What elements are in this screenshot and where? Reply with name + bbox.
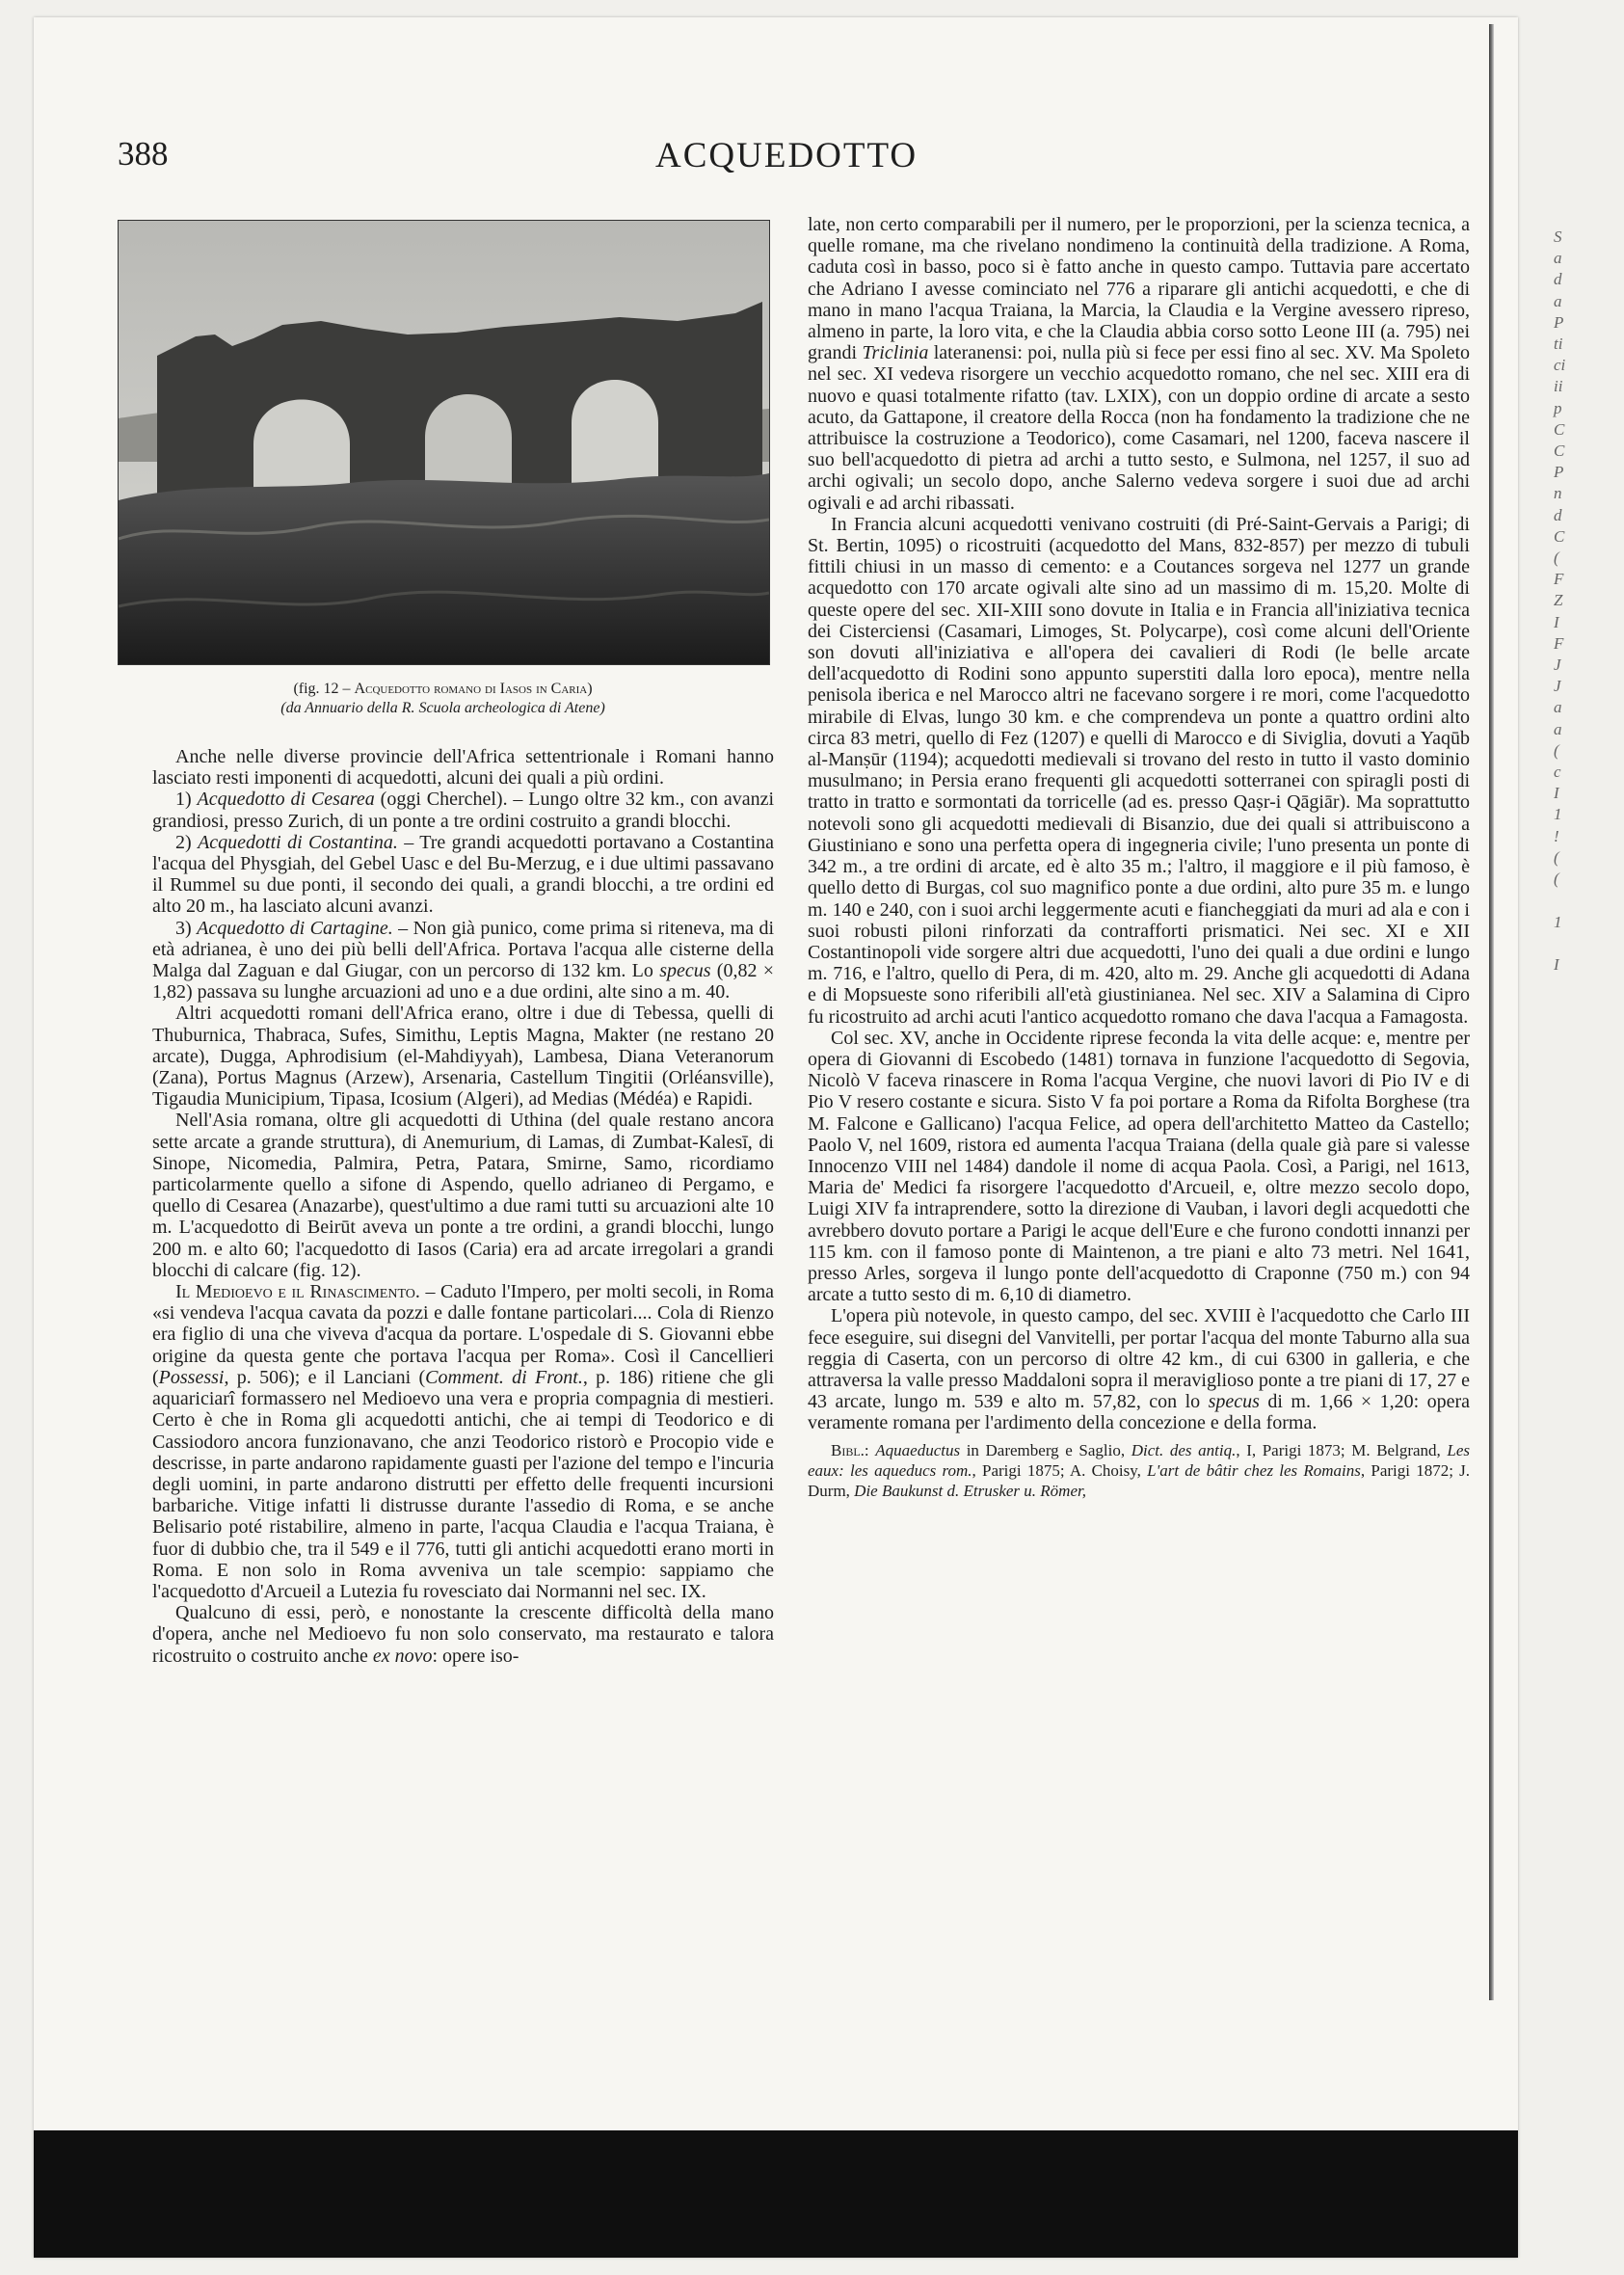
text: , p. 186) ritiene che gli aquariciarî formassero nel Medioevo una vera e propria compagnia di mestieri. Certo è che in Roma gli acquedotti antichi, che ai tempi di Teodorico e di Cassiodoro ancora funzionavano, che anzi Teodorico ristorò e Procopio vide e descrisse, in parte andarono rapidamente guasti per l'azione del tempo e l'incuria degli uomini, in parte andarono distrutti per effetto delle frequenti incursioni barbariche. Vitige infatti li distrusse durante l'assedio di Roma, e se anche Belisario poté ristabilire, almeno in parte, l'acqua Claudia e l'acqua Traiana, è fuor di dubbio che, tra il 549 e il 776, tutti gli antichi acquedotti erano morti in Roma. E non solo in Roma avveniva un tale scempio: sappiamo che l'acquedotto d'Arcueil a Lutezia fu rovesciato dai Normanni nel sec. IX. — [152, 1366, 774, 1602]
item-title: Acquedotto di Cartagine. — [197, 917, 393, 939]
bibliography-label: Bibl.: — [831, 1440, 869, 1459]
edge-glyph: p — [1554, 398, 1562, 417]
paragraph: Nell'Asia romana, oltre gli acquedotti di Uthina (del quale restano ancora sette arcate a grande struttura), di Anemurium, di Lamas, di Zumbat-Kalesī, di Sinope, Nicomedia, Palmira, Petra, Patara, Smirne, Samo, ricordiamo particolarmente quello a sifone di Aspendo, quello adrianeo di Pergamo, e quello di Cesarea (Anazarbe), quest'ultimo a due rami tutti su arcuazioni alte 10 m. L'acquedotto di Beirūt aveva un ponte a tre ordini, a grandi blocchi, lungo 200 m. e alto 60; l'acquedotto di Iasos (Caria) era ad arcate irregolari a grandi blocchi di calcare (fig. 12). — [152, 1110, 774, 1281]
edge-glyph: C — [1554, 442, 1565, 461]
item-title: Acquedotti di Costantina. — [198, 831, 398, 853]
italic-term: specus — [659, 960, 711, 982]
item-number: 2) — [175, 831, 192, 853]
edge-glyph: d — [1554, 505, 1562, 524]
edge-glyph: n — [1554, 484, 1562, 503]
text: , p. 506); e il Lanciani ( — [224, 1366, 426, 1388]
edge-glyph: ! — [1554, 826, 1559, 845]
item-title: Acquedotto di Cesarea — [197, 789, 375, 811]
edge-glyph: a — [1554, 698, 1562, 717]
adjacent-page-edge-text — [1554, 227, 1583, 976]
paragraph: Anche nelle diverse provincie dell'Africa settentrionale i Romani hanno lasciato resti imponenti di acquedotti, alcuni dei quali a più ordini. — [152, 746, 774, 790]
text: L'opera più notevole, in questo campo, del sec. XVIII è l'acquedotto che Carlo III fece eseguire, sui disegni del Vanvitelli, per portar l'acqua del monte Taburno alla sua reggia di Caserta, con un percorso di oltre 42 km., di cui 6300 in galleria, e che attraversa la valle presso Maddaloni sopra il meraviglioso ponte a tre piani di 17, 27 e 43 arcate, lungo m. 539 e alto m. 57,82, con lo — [808, 1305, 1470, 1413]
edge-glyph — [1554, 890, 1583, 911]
bib-title: Die Baukunst d. Etrusker u. Römer, — [854, 1481, 1086, 1500]
figure-photo — [118, 220, 770, 665]
edge-glyph: ( — [1554, 549, 1559, 568]
bib-text: , I, Parigi 1873; M. Belgrand, — [1236, 1440, 1441, 1459]
italic-term: ex novo — [372, 1645, 433, 1667]
paragraph: Altri acquedotti romani dell'Africa erano, oltre i due di Tebessa, quelli di Thuburnica, Thabraca, Sufes, Simithu, Leptis Magna, Makter (ne restano 20 arcate), Dugga, Aphrodisium (el-Mahdiyyah), Lambesa, Diana Veteranorum (Zana), Portus Magnus (Arzew), Arsenaria, Castellum Tingitii (Orléansville), Tigaudia Municipium, Tipasa, Icosium (Algeri), ad Medias (Médéa) e Rapidi. — [152, 1003, 774, 1111]
item-text: – Tre grandi acquedotti portavano a Costantina l'acqua del Physgiah, del Gebel Uasc e del Bu-Merzug, e i due ultimi passavano il Rummel su due ponti, il secondo dei quali, a grandi blocchi, a tre ordini ed alto 20 m., ha lasciato alcuni avanzi. — [152, 831, 775, 918]
figure-caption: (fig. 12 – Acquedotto romano di Iasos in Caria) (da Annuario della R. Scuola archeologica di Atene) — [280, 681, 605, 716]
bibliography — [808, 1440, 1470, 1501]
paragraph: In Francia alcuni acquedotti venivano costruiti (di Pré-Saint-Gervais a Parigi; di St. Bertin, 1095) o ricostruiti (acquedotto del Mans, 832-857) per mezzo di tubuli fittili chiusi in un masso di cemento: e a Coutances sorgeva nel 1277 un grande acquedotto con 170 arcate ogivali alte sino ad un massimo di m. 15,20. Molte di queste opere del sec. XII-XIII sono dovute in Italia e in Francia all'iniziativa tecnica dei Cisterciensi (Casamari, Limoges, St. Polycarpe), così come alcuni dell'Oriente son dovuti all'iniziativa e all'opera dei cavalieri di Rodi (le belle arcate dell'acquedotto di Rodini sono appunto superstiti dalla loro epoca), mentre nella penisola iberica e nel Marocco altri ne facevano sorgere i re mori, come l'acquedotto mirabile di Elvas, lungo 30 km. e che comprendeva un ponte a quattro ordini alto circa 83 metri, quello di Fez (1207) e quelli di Marocco e di Siviglia, dovuti a Yaqūb al-Manṣūr (1194); acquedotti medievali si trovano del resto in tutto il vasto dominio musulmano; in Persia erano frequenti gli acquedotti sotterranei con spiragli posti di tratto in tratto e sormontati da torricelle (ad es. presso Qaṣr-i Qāgiār). Ma soprattutto notevoli sono gli acquedotti medievali di Bisanzio, due dei quali si attribuiscono a Giustiniano e sono una perfetta opera di ingegneria civile; l'uno presenta un ponte di 342 m., a tre ordini di arcate, ed è alto 35 m.; l'altro, il maggiore e il più famoso, è quello detto di Burgas, col suo magnifico ponte a due ordini, alto pure 35 m. e lungo m. 140 e 240, con i suoi archi leggermente acuti e fiancheggiati da muri ad ala e con i suoi robusti piloni rinforzati da contrafforti prismatici. Nei sec. XI e XII Costantinopoli vide sorgere altri due acquedotti, l'uno dei quali a due ordini e lungo m. 716, e l'altro, quello di Pera, di m. 420, alto m. 29. Anche gli acquedotti di Adana e di Mopsueste sono riferibili all'età giustinianea. Nel sec. XIV a Salamina di Cipro fu ricostruito ad archi acuti l'antico acquedotto romano che dava l'acqua a Famagosta. — [808, 513, 1470, 1028]
italic-term: Possessi — [158, 1366, 225, 1388]
edge-glyph: J — [1554, 677, 1561, 696]
edge-glyph: J — [1554, 656, 1561, 675]
edge-glyph: I — [1554, 612, 1559, 631]
text: : opere iso- — [432, 1645, 519, 1667]
edge-glyph: a — [1554, 249, 1562, 268]
bib-text: in Daremberg e Saglio, — [966, 1440, 1126, 1459]
edge-glyph: 1 — [1554, 912, 1562, 931]
paragraph — [152, 918, 774, 1004]
page-binding-shadow — [1489, 24, 1494, 2000]
bib-title: Aquaeductus — [875, 1440, 961, 1459]
edge-glyph: P — [1554, 312, 1564, 332]
text: late, non certo comparabili per il numero, per le proporzioni, per la scienza tecnica, a quelle romane, ma che rivelano nondimeno la continuità della tradizione. A Roma, caduta così in basso, poco si è fatto anche in questo campo. Tuttavia pare accertato che Adriano I avesse cominciato nel 776 a riparare gli antichi acquedotti, e che di mano in mano l'acqua Traiana, la Marcia, la Claudia e la Vergine avessero ripreso, almeno in parte, la loro vita, e che la Claudia abbia corso sotto Leone III (a. 795) nei grandi — [808, 214, 1470, 364]
edge-glyph: 1 — [1554, 805, 1562, 824]
edge-glyph: F — [1554, 633, 1564, 653]
italic-term: Triclinia — [862, 342, 929, 364]
edge-glyph: Z — [1554, 591, 1563, 610]
edge-glyph: I — [1554, 954, 1559, 974]
edge-glyph: ti — [1554, 335, 1563, 354]
left-column — [152, 746, 774, 1667]
aqueduct-photo-icon — [119, 221, 769, 664]
edge-glyph: ( — [1554, 847, 1559, 867]
edge-glyph: F — [1554, 570, 1564, 589]
paragraph — [152, 832, 774, 918]
scan-bottom-band — [34, 2130, 1518, 2258]
edge-glyph: P — [1554, 463, 1564, 482]
edge-glyph: I — [1554, 784, 1559, 803]
edge-glyph: ii — [1554, 377, 1563, 396]
item-text: (0,82 × 1,82) passava su lunghe arcuazioni ad uno e a due ordini, alte sino a m. 40. — [152, 960, 775, 1004]
item-text: (oggi Cherchel). – Lungo oltre 32 km., con avanzi grandiosi, presso Zurich, di un ponte a tre ordini costruito a grandi blocchi. — [152, 789, 775, 832]
text: – Caduto l'Impero, per molti secoli, in Roma «si vendeva l'acqua cavata da pozzi e dalle fontane particolari.... Cola di Rienzo era figlio di una che viveva d'acqua da portare. L'ospedale di S. Giovanni ebbe origine da questa gente che portava l'acqua per Roma». Così il Cancellieri ( — [152, 1281, 775, 1388]
paragraph: Col sec. XV, anche in Occidente riprese feconda la vita delle acque: e, mentre per opera di Giovanni di Escobedo (1481) tornava in funzione l'acquedotto di Segovia, Nicolò V faceva rinascere in Roma l'acqua Vergine, che nuovi lavori di Pio IV e di Pio V resero costante e sicura. Sisto V fa poi portare a Roma da Rifolta Borghese (tra M. Falcone e Gallicano) l'acqua Felice, ad opera dell'architetto Matteo da Castello; Paolo V, nel 1609, ristora ed aumenta l'acqua Traiana (della quale già pare si valesse Innocenzo VIII nel 1484) dandole il nome di acqua Paola. Così, a Parigi, nel 1613, Maria de' Medici fa risorgere l'acquedotto d'Arcueil, e, oltre mezzo secolo dopo, Luigi XIV fa intraprendere, sotto la direzione di Vauban, i lavori degli acquedotti che avrebbero dovuto portare a Parigi le acque dell'Eure e che furono condotti innanzi per 115 km. con il famoso ponte di Maintenon, a tre piani e alto 73 metri. Nel 1641, presso Arles, sorgeva il lungo ponte dell'acquedotto di Craponne (750 m.) con 94 arcate a tutto sesto di m. 6,10 di diametro. — [808, 1027, 1470, 1306]
bib-text: , Parigi 1875; A. Choisy, — [972, 1460, 1141, 1480]
item-number: 1) — [175, 789, 192, 811]
bib-title: Dict. des antiq. — [1131, 1440, 1237, 1459]
item-text: – Non già punico, come prima si riteneva, ma di età adrianea, è uno dei più belli dell'Africa. Portava l'acqua alle cisterne della Malga dal Zaguan e dal Giugar, con un percorso di 132 km. Lo — [152, 917, 775, 982]
text: lateranensi: poi, nulla più si fece per essi fino al sec. XV. Ma Spoleto nel sec. XI vedeva risorgere un vecchio acquedotto romano, che nel sec. XIII era di nuovo e quasi totalmente rifatto (tav. LXIX), con un doppio ordine di arcate a sesto acuto, da Gattapone, il creatore della Rocca (non ha fondamento la tradizione che ne attribuisce la costruzione a Teodorico), come Casamari, nel 1200, faceva nascere il suo bell'acquedotto di pietra ad archi a tutto sesto, e Sulmona, nel 1257, il suo ad archi ogivali; un secolo dopo, anche Salerno vedeva sorgere i suoi due ad archi ogivali e ad archi ribassati. — [808, 342, 1471, 514]
paragraph — [808, 1305, 1470, 1433]
italic-term: Comment. di Front. — [425, 1366, 583, 1388]
running-head-title: ACQUEDOTTO — [655, 136, 918, 175]
edge-glyph: C — [1554, 526, 1565, 546]
text: Qualcuno di essi, però, e nonostante la crescente difficoltà della mano d'opera, anche nel Medioevo fu non solo conservato, ma restaurato e talora ricostruito o costruito anche — [152, 1602, 774, 1667]
edge-glyph: S — [1554, 228, 1562, 246]
edge-glyph: a — [1554, 719, 1562, 738]
edge-glyph: d — [1554, 270, 1562, 289]
edge-glyph: ( — [1554, 740, 1559, 760]
caption-source: (da Annuario della R. Scuola archeologica di Atene) — [280, 700, 605, 716]
paragraph — [152, 789, 774, 831]
edge-glyph: ( — [1554, 870, 1559, 889]
paragraph — [152, 1281, 774, 1602]
bib-title: L'art de bâtir chez les Romains — [1147, 1460, 1361, 1480]
italic-term: specus — [1208, 1391, 1260, 1413]
bib-text: , Parigi 1872; J. Durm, — [808, 1460, 1471, 1500]
edge-glyph: a — [1554, 291, 1562, 310]
edge-glyph — [1554, 933, 1583, 954]
item-number: 3) — [175, 917, 192, 939]
bib-title: Les eaux: les aqueducs rom. — [808, 1440, 1471, 1480]
edge-glyph: ci — [1554, 356, 1566, 375]
edge-glyph: C — [1554, 419, 1565, 439]
paragraph — [808, 214, 1470, 514]
caption-title: Acquedotto romano di Iasos in Caria — [354, 681, 588, 697]
page-number: 388 — [118, 135, 169, 173]
edge-glyph: c — [1554, 763, 1561, 782]
paragraph — [152, 1602, 774, 1667]
caption-label: (fig. 12 – — [293, 681, 355, 697]
right-column — [808, 214, 1470, 1501]
text: di m. 1,66 × 1,20: opera veramente romana per l'ardimento della concezione e della forma. — [808, 1391, 1471, 1434]
section-heading: Il Medioevo e il Rinascimento. — [175, 1281, 420, 1303]
